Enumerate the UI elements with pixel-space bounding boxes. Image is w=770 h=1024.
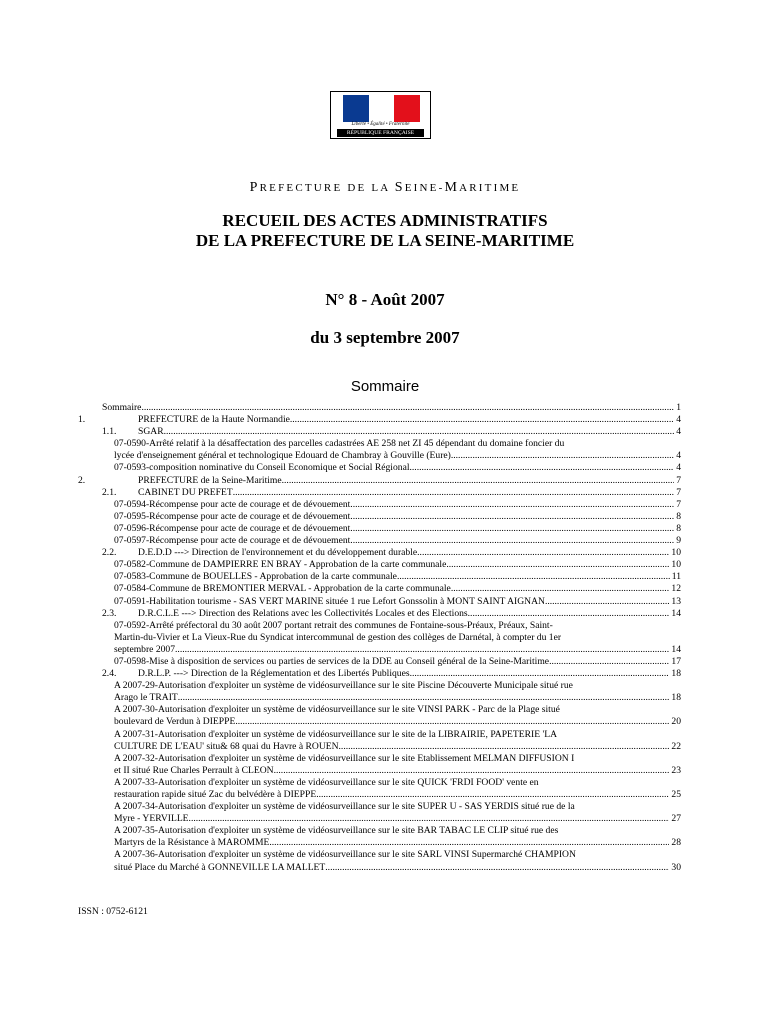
issn-footer: ISSN : 0752-6121 — [78, 906, 148, 917]
prefecture-heading: PREFECTURE DE LA SEINE-MARITIME — [249, 180, 521, 195]
toc-entry[interactable]: A 2007-35-Autorisation d'exploiter un système de vidéosurveillance sur le site BAR TABAC LE CLIP situé rue des Martyrs de la Résistance à MAROMME ..... 28 — [78, 825, 681, 849]
table-of-contents — [78, 402, 681, 874]
toc-entry[interactable]: 07-0592-Arrêté préfectoral du 30 août 2007 portant retrait des communes de Fontaine-sous-Préaux, Préaux, Saint- Martin-du-Vivier et La Vieux-Rue du Syndicat intercommunal de gestion des collèges de Darnétal, à compter du 1er septembre 2007. ..... 14 — [78, 620, 681, 656]
sommaire-heading: Sommaire — [350, 378, 420, 395]
toc-entry[interactable]: 1.1. SGAR ..... 4 — [78, 426, 681, 438]
toc-entry[interactable]: A 2007-36-Autorisation d'exploiter un système de vidéosurveillance sur le site SARL VINSI Supermarché CHAMPION situé Place du Marché à GONNEVILLE LA MALLET ..... 30 — [78, 849, 681, 873]
toc-entry[interactable]: 07-0596-Récompense pour acte de courage et de dévouement ..... 8 — [78, 523, 681, 535]
document-title — [0, 211, 770, 251]
toc-entry[interactable]: A 2007-34-Autorisation d'exploiter un système de vidéosurveillance sur le site SUPER U - SAS YERDIS situé rue de la Myre - YERVILLE ..... 27 — [78, 801, 681, 825]
tricolor-flag-icon — [343, 95, 420, 122]
toc-entry[interactable]: 2. PREFECTURE de la Seine-Maritime ..... 7 — [78, 475, 681, 487]
toc-entry[interactable]: 07-0591-Habilitation tourisme - SAS VERT MARINE située 1 rue Lefort Gonssolin à MONT SAINT AIGNAN ..... 13 — [78, 596, 681, 608]
toc-entry[interactable]: 07-0583-Commune de BOUELLES - Approbation de la carte communale ..... 11 — [78, 571, 681, 583]
title-line-1: RECUEIL DES ACTES ADMINISTRATIFS — [222, 211, 548, 230]
toc-entry[interactable]: 07-0595-Récompense pour acte de courage et de dévouement ..... 8 — [78, 511, 681, 523]
toc-entry[interactable]: A 2007-32-Autorisation d'exploiter un système de vidéosurveillance sur le site Etablissement MELMAN DIFFUSION I et II situé Rue Charles Perrault à CLEON ..... 23 — [78, 753, 681, 777]
toc-entry[interactable]: 07-0590-Arrêté relatif à la désaffectation des parcelles cadastrées AE 258 net ZI 45 dépendant du domaine foncier du lycée d'enseignement général et technologique Edouard de Chambray à Gouville (Eure) ..... 4 — [78, 438, 681, 462]
toc-entry[interactable]: Sommaire ..... 1 — [78, 402, 681, 414]
logo-motto: Liberté • Égalité • Fraternité — [351, 122, 410, 127]
toc-entry[interactable]: A 2007-31-Autorisation d'exploiter un système de vidéosurveillance sur le site de la LIBRAIRIE, PAPETERIE 'LA CULTURE DE L'EAU' situ& 68 quai du Havre à ROUEN ..... 22 — [78, 729, 681, 753]
title-line-2: DE LA PREFECTURE DE LA SEINE-MARITIME — [195, 231, 575, 250]
toc-entry[interactable]: 07-0584-Commune de BREMONTIER MERVAL - Approbation de la carte communale ..... 12 — [78, 583, 681, 595]
toc-entry[interactable]: 1. PREFECTURE de la Haute Normandie ..... 4 — [78, 414, 681, 426]
logo-republique-label: RÉPUBLIQUE FRANÇAISE — [337, 129, 424, 137]
toc-entry[interactable]: 2.2. D.E.D.D ---> Direction de l'environnement et du développement durable ..... 10 — [78, 547, 681, 559]
toc-entry[interactable]: 2.3. D.R.C.L.E ---> Direction des Relations avec les Collectivités Locales et des Elections ..... 14 — [78, 608, 681, 620]
toc-entry[interactable]: 07-0597-Récompense pour acte de courage et de dévouement ..... 9 — [78, 535, 681, 547]
issue-date: du 3 septembre 2007 — [310, 328, 460, 347]
toc-entry[interactable]: 2.1. CABINET DU PREFET ..... 7 — [78, 487, 681, 499]
toc-entry[interactable]: A 2007-29-Autorisation d'exploiter un système de vidéosurveillance sur le site Piscine Découverte Municipale situé rue Arago le TRAIT ..... 18 — [78, 680, 681, 704]
republique-francaise-logo — [330, 91, 431, 139]
toc-entry[interactable]: 07-0598-Mise à disposition de services ou parties de services de la DDE au Conseil général de la Seine-Maritime ..... 17 — [78, 656, 681, 668]
toc-entry[interactable]: 07-0594-Récompense pour acte de courage et de dévouement ..... 7 — [78, 499, 681, 511]
toc-entry[interactable]: 07-0582-Commune de DAMPIERRE EN BRAY - Approbation de la carte communale ..... 10 — [78, 559, 681, 571]
toc-entry[interactable]: A 2007-33-Autorisation d'exploiter un système de vidéosurveillance sur le site QUICK 'FRDI FOOD' vente en restauration rapide situé Zac du belvédère à DIEPPE ..... 25 — [78, 777, 681, 801]
toc-entry[interactable]: A 2007-30-Autorisation d'exploiter un système de vidéosurveillance sur le site VINSI PARK - Parc de la Plage situé boulevard de Verdun à DIEPPE ..... 20 — [78, 704, 681, 728]
toc-entry[interactable]: 2.4. D.R.L.P. ---> Direction de la Réglementation et des Libertés Publiques ..... 18 — [78, 668, 681, 680]
toc-entry[interactable]: 07-0593-composition nominative du Conseil Economique et Social Régional ..... 4 — [78, 462, 681, 474]
issue-number: N° 8 - Août 2007 — [325, 290, 445, 309]
